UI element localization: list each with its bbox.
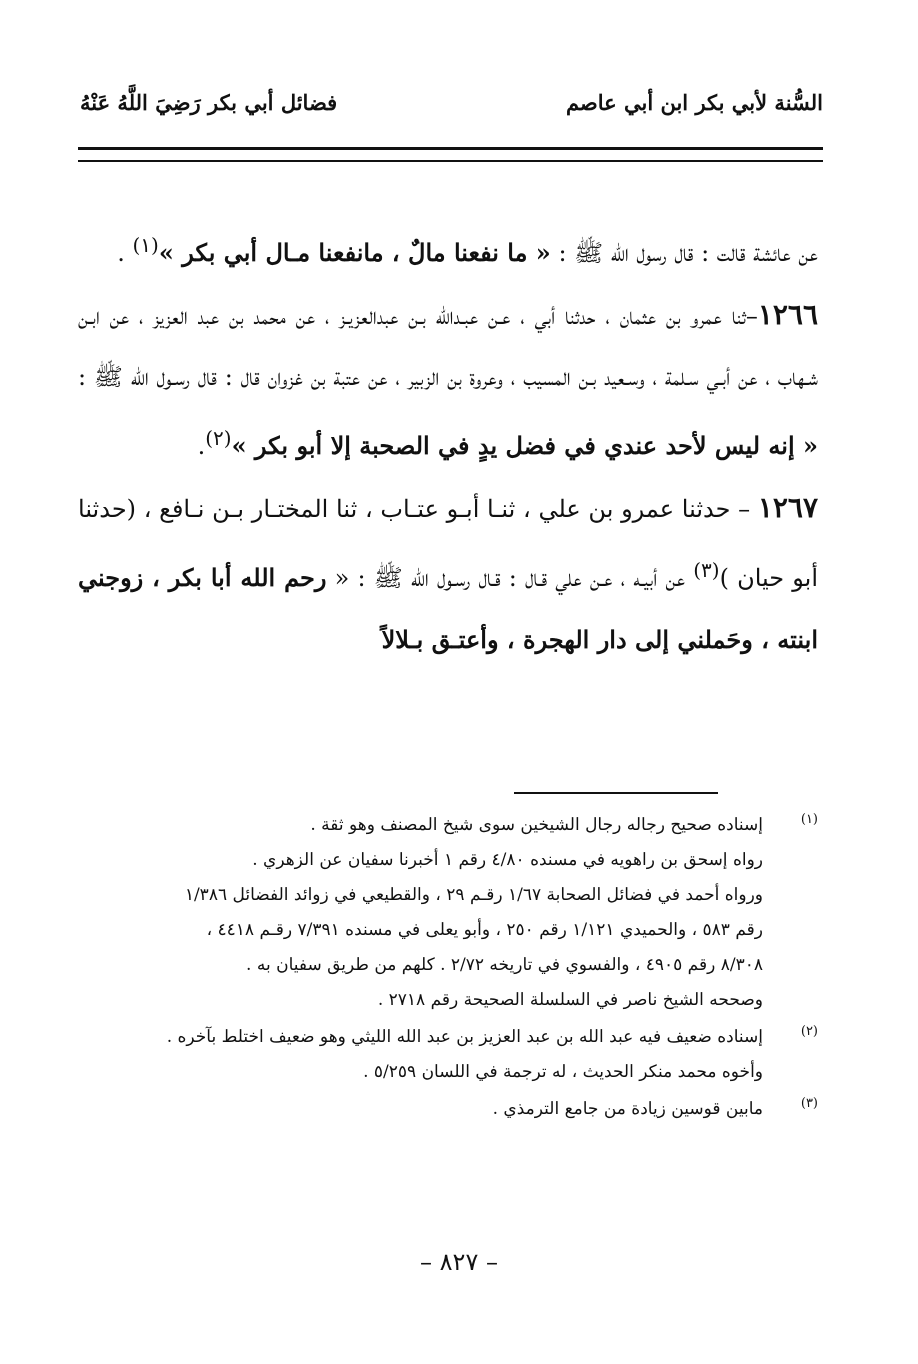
sentence-end: .: [117, 239, 133, 267]
footnote-line: إسناده ضعيف فيه عبد الله بن عبد العزيز بن عبد الله الليثي وهو ضعيف اختلط بآخره .: [166, 1027, 763, 1047]
footnote-marker: (٢): [800, 1024, 818, 1039]
footnote-line: رواه إسحق بن راهويه في مسنده ٤/٨٠ رقم ١ أخبرنا سفيان عن الزهري .: [252, 850, 763, 870]
footnote-ref-1[interactable]: (١): [132, 233, 159, 257]
footnote-body: [70, 1092, 763, 1127]
header-rule-thick: [78, 147, 823, 150]
hadith-number: ١٢٦٧: [757, 491, 818, 524]
footnote-3: [70, 1092, 818, 1127]
footnote-separator: [514, 792, 718, 794]
running-header: [80, 82, 823, 122]
book-title: السُّنة لأبي بكر ابن أبي عاصم: [565, 89, 823, 115]
hadith-quote: « إنه ليس لأحد عندي في فضل يدٍ في الصحبة إلا أبو بكر »: [231, 431, 818, 460]
footnote-line: وأخوه محمد منكر الحديث ، له ترجمة في اللسان ٥/٢٥٩ .: [363, 1062, 763, 1082]
footnote-2: [70, 1020, 818, 1090]
footnote-body: [70, 1020, 763, 1090]
paragraph-hadith-aisha: [78, 215, 818, 284]
footnote-line: رقم ٥٨٣ ، والحميدي ١/١٢١ رقم ٢٥٠ ، وأبو يعلى في مسنده ٧/٣٩١ رقـم ٤٤١٨ ،: [206, 920, 763, 940]
sentence-end: .: [197, 432, 206, 460]
page-number: – ٨٢٧ –: [420, 1248, 498, 1276]
footnote-body: [70, 808, 763, 1018]
footnote-1: [70, 808, 818, 1018]
footnote-marker: (١): [800, 812, 818, 827]
hadith-quote: رحم الله أبا بكر ، زوجني ابنته ، وحَملني إلى دار الهجرة ، وأعتـق بـلالاً: [78, 563, 818, 654]
main-text: [78, 215, 818, 671]
footnote-ref-2[interactable]: (٢): [205, 426, 232, 450]
footnote-line: مابين قوسين زيادة من جامع الترمذي .: [492, 1099, 763, 1119]
footnotes: [70, 808, 818, 1129]
footnote-marker: (٣): [800, 1096, 818, 1111]
footnote-ref-3[interactable]: (٣): [693, 558, 720, 582]
footnote-line: ورواه أحمد في فضائل الصحابة ١/٦٧ رقـم ٢٩ ، والقطيعي في زوائد الفضائل ١/٣٨٦: [184, 885, 763, 905]
header-rule-thin: [78, 160, 823, 162]
paragraph-hadith-1267: [78, 477, 818, 671]
narration-text: عن عائشة قالت : قال رسول الله ﷺ :: [550, 239, 818, 267]
isnad-text-continued: عن أبيـه ، عـن علي قـال : قـال رسـول الله ﷺ : «: [326, 564, 694, 592]
hadith-quote: « ما نفعنا مالٌ ، مانفعنا مـال أبي بكر »: [158, 238, 551, 267]
isnad-text: – حدثنا عمرو بن علي ، ثنـا أبـو عتـاب ، ثنا المختـار بـن نـافع ، (حدثنا أبو حيان ): [78, 495, 819, 592]
chapter-title: فضائل أبي بكر رَضِيَ اللَّهُ عَنْهُ: [80, 89, 338, 115]
footnote-line: إسناده صحيح رجاله رجال الشيخين سوى شيخ المصنف وهو ثقة .: [310, 815, 763, 835]
isnad-text: –ثنا عمرو بن عثمان ، حدثنا أبي ، عـن عبـدالله بـن عبدالعزيـز ، عن محمد بن عبد العزيز ، عن ابـن شـهاب ، عن أبـي سـلمة ، وسـعيد بـن المسيب ، وعروة بن الزبير ، عن عتبة بن غزوان قال : قال رسـول الله ﷺ :: [78, 302, 818, 391]
paragraph-hadith-1266: [78, 284, 818, 477]
hadith-number: ١٢٦٦: [757, 298, 818, 331]
footnote-line: وصححه الشيخ ناصر في السلسلة الصحيحة رقم ٢٧١٨ .: [377, 990, 763, 1010]
footnote-line: ٨/٣٠٨ رقم ٤٩٠٥ ، والفسوي في تاريخه ٢/٧٢ . كلهم من طريق سفيان به .: [246, 955, 763, 975]
